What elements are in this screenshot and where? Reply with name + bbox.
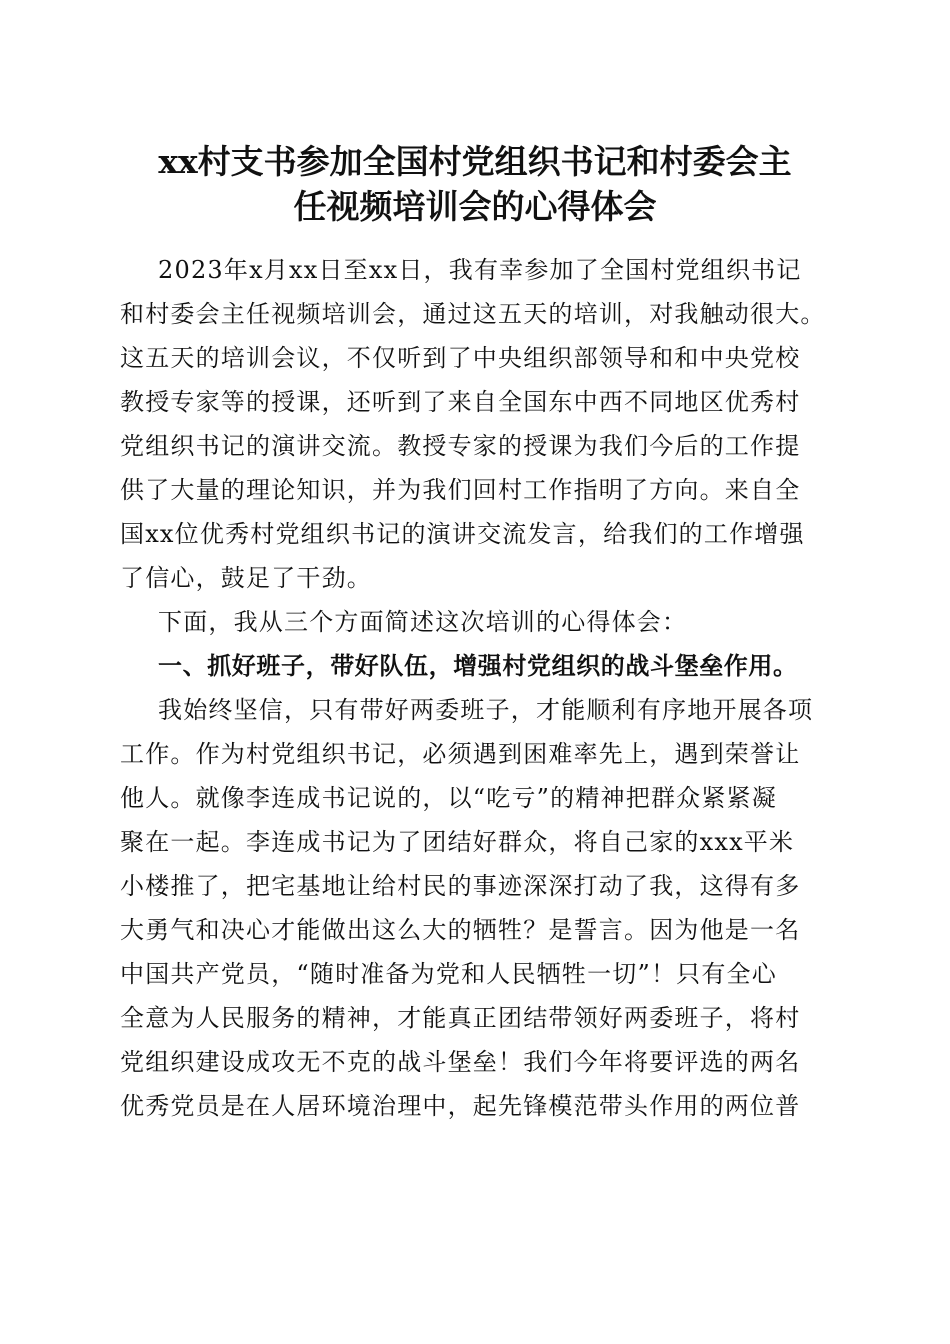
paragraph-3-line-1: 我始终坚信，只有带好两委班子，才能顺利有序地开展各项 [158,696,814,724]
paragraph-3-line-2: 工作。作为村党组织书记，必须遇到困难率先上，遇到荣誉让 [120,740,801,768]
paragraph-3-line-6: 大勇气和决心才能做出这么大的牺牲？是誓言。因为他是一名 [120,916,801,944]
paragraph-1-line-6: 供了大量的理论知识，并为我们回村工作指明了方向。来自全 [120,476,801,504]
paragraph-2: 下面，我从三个方面简述这次培训的心得体会： [158,608,688,636]
paragraph-1-line-2: 和村委会主任视频培训会，通过这五天的培训，对我触动很大。 [120,300,826,328]
document-title-line-2: 任视频培训会的心得体会 [293,187,657,226]
paragraph-3-line-9: 党组织建设成攻无不克的战斗堡垒！我们今年将要评选的两名 [120,1048,801,1076]
paragraph-1-line-1: 2023年x月xx日至xx日，我有幸参加了全国村党组织书记 [158,256,802,284]
paragraph-3-line-10: 优秀党员是在人居环境治理中，起先锋模范带头作用的两位普 [120,1092,801,1120]
paragraph-1-line-5: 党组织书记的演讲交流。教授专家的授课为我们今后的工作提 [120,432,801,460]
section-1-heading: 一、抓好班子，带好队伍，增强村党组织的战斗堡垒作用。 [158,652,798,680]
paragraph-3-line-3: 他人。就像李连成书记说的，以“吃亏”的精神把群众紧紧凝 [120,784,777,812]
paragraph-3-line-8: 全意为人民服务的精神，才能真正团结带领好两委班子，将村 [120,1004,801,1032]
paragraph-3-line-4: 聚在一起。李连成书记为了团结好群众，将自己家的xxx平米 [120,828,795,856]
paragraph-1-line-8: 了信心，鼓足了干劲。 [120,564,372,592]
paragraph-1-line-7: 国xx位优秀村党组织书记的演讲交流发言，给我们的工作增强 [120,520,805,548]
paragraph-1-line-4: 教授专家等的授课，还听到了来自全国东中西不同地区优秀村 [120,388,801,416]
paragraph-3-line-5: 小楼推了，把宅基地让给村民的事迹深深打动了我，这得有多 [120,872,801,900]
paragraph-3-line-7: 中国共产党员，“随时准备为党和人民牺牲一切”！只有全心 [120,960,777,988]
paragraph-1-line-3: 这五天的培训会议，不仅听到了中央组织部领导和和中央党校 [120,344,801,372]
document-title-line-1: xx村支书参加全国村党组织书记和村委会主 [158,142,792,181]
